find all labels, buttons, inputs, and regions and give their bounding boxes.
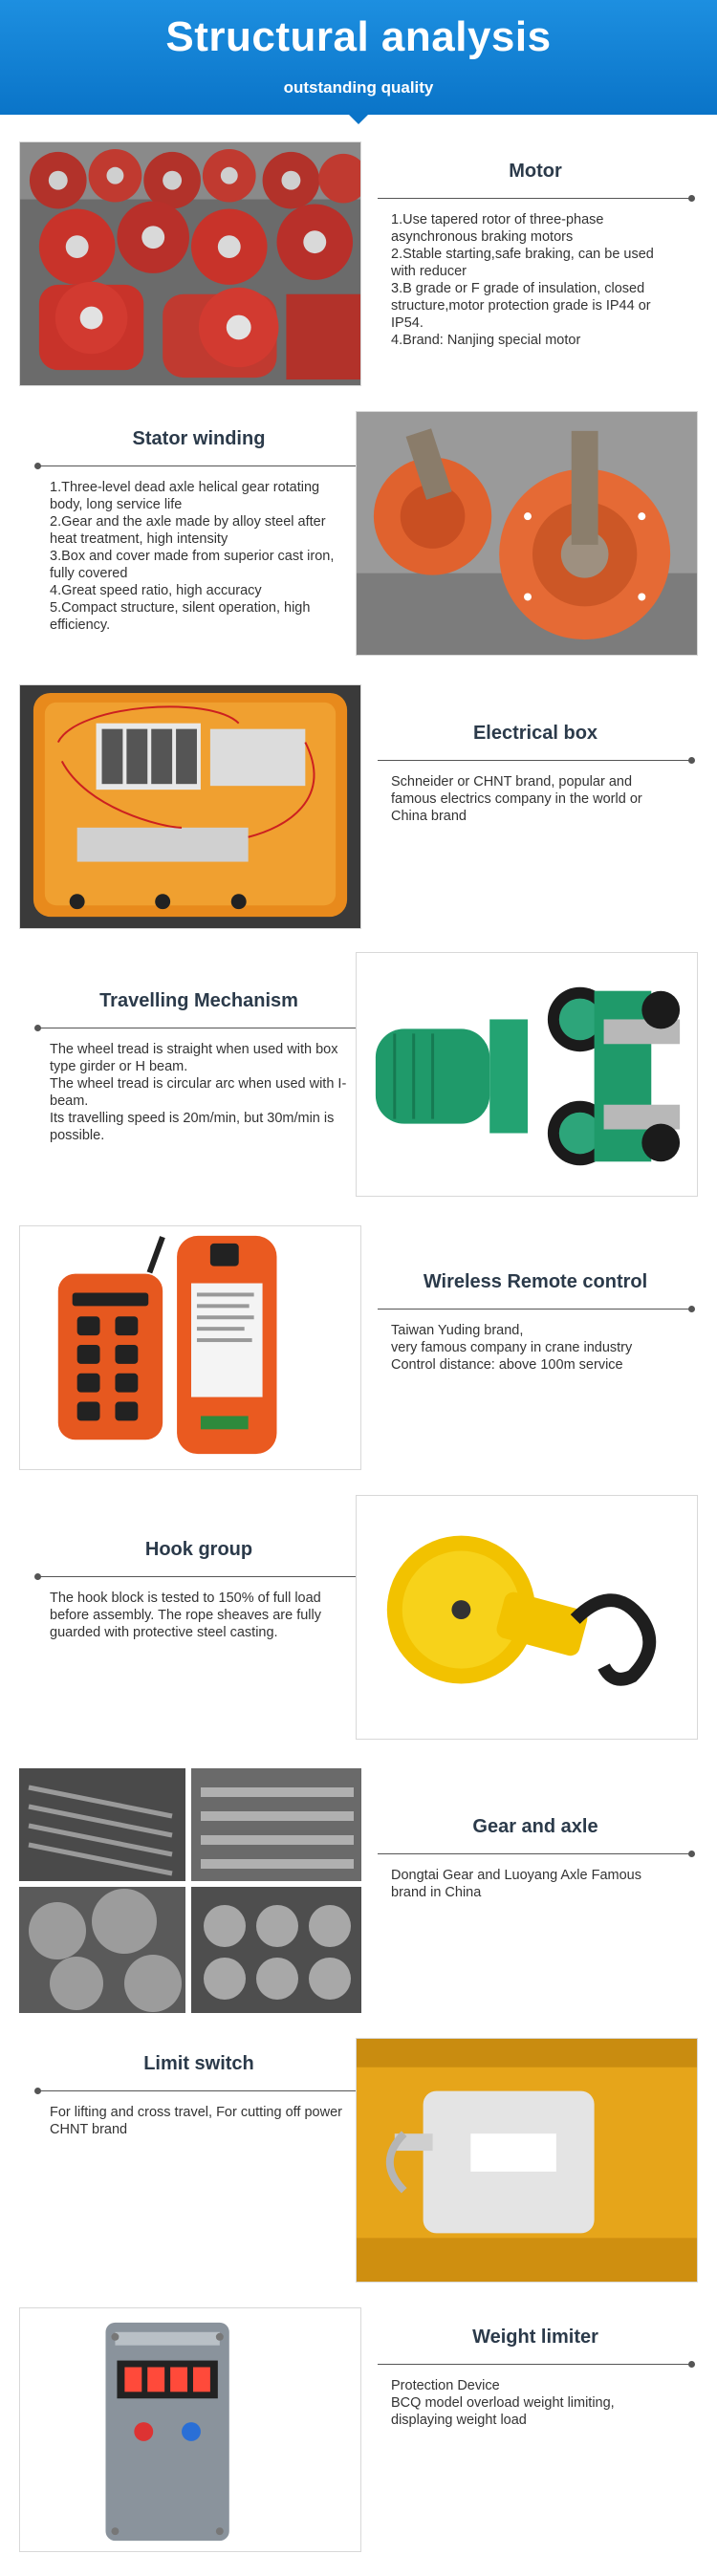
limit-switch-title: Limit switch bbox=[143, 2053, 254, 2074]
banner-notch bbox=[349, 115, 368, 124]
motor-item-1: 1.Use tapered rotor of three-phase asynchronous braking motors bbox=[391, 212, 604, 245]
electrical-box-description bbox=[378, 773, 693, 825]
remote-info bbox=[378, 1271, 693, 1374]
motor-photo bbox=[19, 141, 361, 386]
stator-item-5: 5.Compact structure, silent operation, high efficiency. bbox=[50, 600, 311, 633]
hook-divider bbox=[36, 1570, 361, 1584]
weight-limiter-info bbox=[378, 2327, 693, 2429]
electrical-box-info bbox=[378, 723, 693, 825]
remote-photo bbox=[19, 1225, 361, 1470]
travelling-line-1: The wheel tread is straight when used with box type girder or H beam. bbox=[50, 1042, 338, 1074]
remote-description bbox=[378, 1322, 693, 1374]
electrical-box-divider bbox=[378, 754, 693, 768]
travelling-description bbox=[36, 1041, 361, 1144]
remote-divider bbox=[378, 1303, 693, 1316]
limit-switch-text: For lifting and cross travel, For cutting off power CHNT brand bbox=[50, 2105, 342, 2137]
stator-info bbox=[36, 428, 361, 634]
motor-item-3: 3.B grade or F grade of insulation, closed structure,motor protection grade is IP44 or IP54. bbox=[391, 281, 651, 331]
gear-axle-photos bbox=[19, 1768, 361, 2013]
stator-title: Stator winding bbox=[132, 428, 266, 449]
gear-axle-divider bbox=[378, 1848, 693, 1861]
motor-divider bbox=[378, 192, 693, 206]
gear-axle-title: Gear and axle bbox=[472, 1816, 598, 1837]
stator-item-2: 2.Gear and the axle made by alloy steel after heat treatment, high intensity bbox=[50, 514, 326, 547]
electrical-box-text: Schneider or CHNT brand, popular and famous electrics company in the world or China brand bbox=[391, 774, 642, 824]
gear-axle-description bbox=[378, 1867, 693, 1901]
remote-line-2: very famous company in crane industry bbox=[391, 1340, 633, 1355]
motor-item-2: 2.Stable starting,safe braking, can be used with reducer bbox=[391, 247, 654, 279]
hook-title: Hook group bbox=[144, 1539, 253, 1560]
gear-axle-text: Dongtai Gear and Luoyang Axle Famous brand in China bbox=[391, 1868, 641, 1900]
page-title: Structural analysis bbox=[165, 13, 552, 60]
weight-limiter-line-1: Protection Device bbox=[391, 2378, 500, 2393]
weight-limiter-title: Weight limiter bbox=[472, 2327, 598, 2348]
weight-limiter-photo bbox=[19, 2307, 361, 2552]
motor-info bbox=[378, 161, 693, 349]
remote-line-3: Control distance: above 100m service bbox=[391, 1357, 623, 1373]
travelling-photo bbox=[356, 952, 698, 1197]
page-subtitle: outstanding quality bbox=[283, 78, 434, 97]
hook-text: The hook block is tested to 150% of full load before assembly. The rope sheaves are fully guarded with protective steel casting. bbox=[50, 1591, 321, 1640]
weight-limiter-divider bbox=[378, 2358, 693, 2371]
stator-description bbox=[36, 479, 361, 634]
travelling-info bbox=[36, 990, 361, 1144]
electrical-box-photo bbox=[19, 684, 361, 929]
hook-description bbox=[36, 1590, 361, 1641]
travelling-title: Travelling Mechanism bbox=[99, 990, 298, 1011]
limit-switch-divider bbox=[36, 2085, 361, 2098]
stator-item-1: 1.Three-level dead axle helical gear rotating body, long service life bbox=[50, 480, 320, 512]
stator-photo bbox=[356, 411, 698, 656]
limit-switch-info bbox=[36, 2053, 361, 2138]
motor-title: Motor bbox=[509, 161, 562, 182]
hook-info bbox=[36, 1539, 361, 1641]
limit-switch-description bbox=[36, 2104, 361, 2138]
stator-divider bbox=[36, 460, 361, 473]
weight-limiter-description bbox=[378, 2377, 693, 2429]
motor-description bbox=[378, 211, 693, 349]
motor-item-4: 4.Brand: Nanjing special motor bbox=[391, 333, 581, 348]
remote-title: Wireless Remote control bbox=[423, 1271, 648, 1292]
remote-line-1: Taiwan Yuding brand, bbox=[391, 1323, 524, 1338]
travelling-line-2: The wheel tread is circular arc when used with I-beam. bbox=[50, 1076, 347, 1109]
hook-photo bbox=[356, 1495, 698, 1740]
limit-switch-photo bbox=[356, 2038, 698, 2283]
stator-item-3: 3.Box and cover made from superior cast iron, fully covered bbox=[50, 549, 335, 581]
gear-axle-info bbox=[378, 1816, 693, 1901]
travelling-divider bbox=[36, 1022, 361, 1035]
travelling-line-3: Its travelling speed is 20m/min, but 30m/min is possible. bbox=[50, 1111, 335, 1143]
electrical-box-title: Electrical box bbox=[472, 723, 598, 744]
header-banner bbox=[0, 0, 717, 115]
weight-limiter-line-2: BCQ model overload weight limiting, displaying weight load bbox=[391, 2395, 615, 2428]
stator-item-4: 4.Great speed ratio, high accuracy bbox=[50, 583, 262, 598]
